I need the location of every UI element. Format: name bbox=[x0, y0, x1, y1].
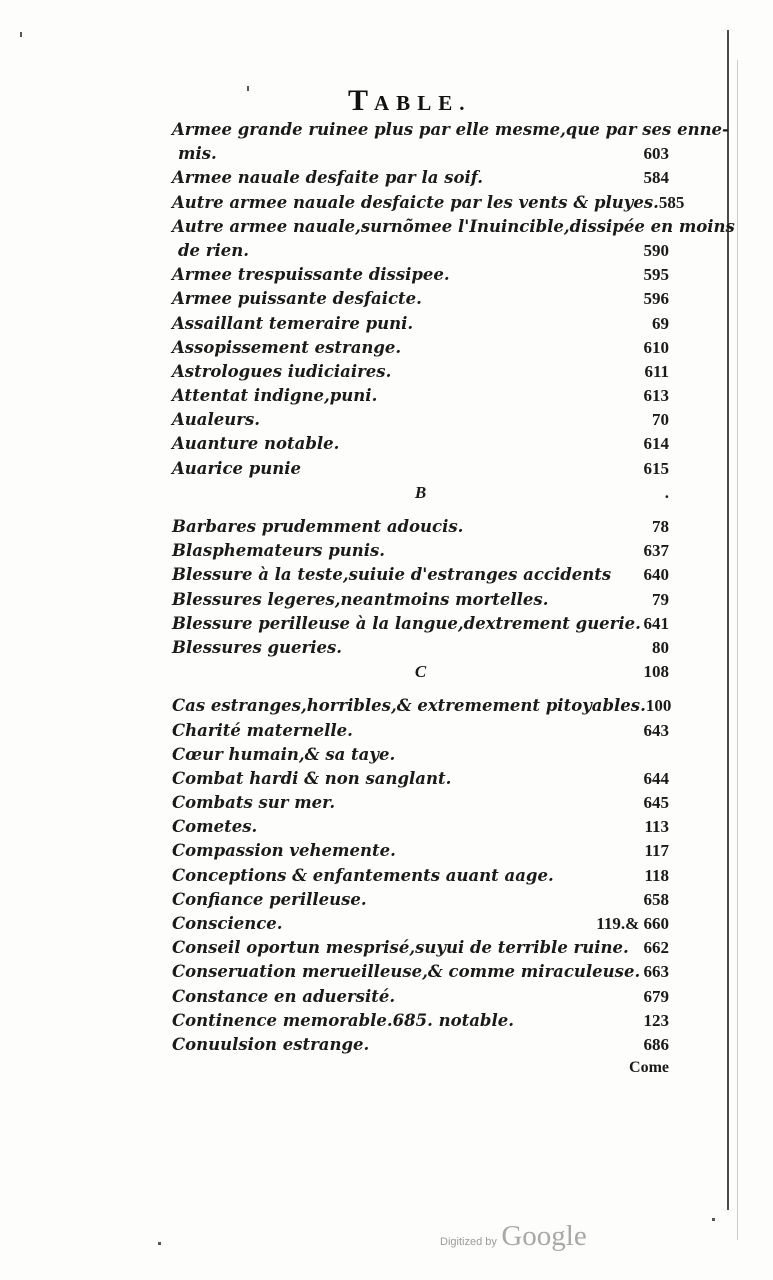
section-letter-c: C 108 bbox=[414, 662, 669, 682]
index-entry: Assopissement estrange. 610 bbox=[172, 337, 669, 357]
index-entry: Conuulsion estrange. 686 bbox=[172, 1034, 669, 1054]
title-initial: T bbox=[348, 84, 375, 117]
index-entry: Aualeurs. 70 bbox=[172, 410, 669, 430]
index-entry: Cœur humain,& sa taye. bbox=[172, 744, 396, 764]
page-title bbox=[348, 84, 471, 118]
catchword: Come bbox=[629, 1059, 669, 1077]
scan-speck bbox=[247, 86, 249, 91]
section-a bbox=[172, 120, 735, 483]
scan-speck bbox=[712, 1218, 715, 1221]
page-edge-line bbox=[727, 30, 729, 1210]
page-edge-shadow bbox=[737, 60, 738, 1240]
index-entry: Cas estranges,horribles,& extremement pitoyables. 100 bbox=[172, 696, 672, 716]
index-column bbox=[172, 120, 735, 1083]
index-entry: Autre armee nauale desfaicte par les vents & pluyes. 585 bbox=[172, 192, 685, 212]
index-entry: Blessure à la teste,suiuie d'estranges accidents 640 bbox=[172, 565, 669, 585]
index-entry: Autre armee nauale,surnõmee l'Inuincible,dissipée en moins bbox=[172, 216, 735, 236]
watermark-brand: Google bbox=[501, 1220, 587, 1252]
index-entry: Assaillant temeraire puni. 69 bbox=[172, 313, 669, 333]
index-entry: Armee puissante desfaicte. 596 bbox=[172, 289, 669, 309]
index-entry: Blessure perilleuse à la langue,dextrement guerie. 641 bbox=[172, 613, 669, 633]
title-rest: ABLE. bbox=[374, 91, 472, 115]
scan-speck bbox=[20, 32, 22, 37]
index-entry: Blasphemateurs punis. 637 bbox=[172, 541, 669, 561]
index-entry: Continence memorable.685. notable. 123 bbox=[172, 1010, 669, 1030]
section-c bbox=[172, 696, 672, 1059]
section-gap bbox=[172, 686, 669, 696]
section-letter-b: B . bbox=[414, 482, 669, 502]
index-entry: Attentat indigne,puni. 613 bbox=[172, 386, 669, 406]
index-entry: Combat hardi & non sanglant. 644 bbox=[172, 768, 669, 788]
index-entry: Conseil oportun mesprisé,suyui de terrible ruine. 662 bbox=[172, 938, 669, 958]
index-entry: mis. 603 bbox=[178, 144, 669, 164]
index-entry: Barbares prudemment adoucis. 78 bbox=[172, 517, 669, 536]
index-entry: Armee trespuissante dissipee. 595 bbox=[172, 265, 669, 285]
index-entry: Armee nauale desfaite par la soif. 584 bbox=[172, 168, 669, 188]
index-entry: Astrologues iudiciaires. 611 bbox=[172, 361, 669, 381]
index-entry: Confiance perilleuse. 658 bbox=[172, 889, 669, 909]
section-gap bbox=[172, 507, 669, 517]
digitized-watermark bbox=[440, 1220, 587, 1253]
index-entry: Conseruation merueilleuse,& comme miraculeuse. 663 bbox=[172, 962, 669, 982]
watermark-prefix: Digitized by bbox=[440, 1236, 497, 1248]
index-entry: Combats sur mer. 645 bbox=[172, 793, 669, 813]
index-entry: Constance en aduersité. 679 bbox=[172, 986, 669, 1006]
index-entry: Blessures legeres,neantmoins mortelles. 79 bbox=[172, 589, 669, 609]
index-entry: Compassion vehemente. 117 bbox=[172, 841, 669, 861]
scan-speck bbox=[158, 1242, 161, 1245]
index-entry: Armee grande ruinee plus par elle mesme,que par ses enne- bbox=[172, 120, 729, 139]
index-entry: Conscience. 119.& 660 bbox=[172, 914, 669, 933]
index-entry: Auarice punie 615 bbox=[172, 458, 669, 478]
index-entry: Auanture notable. 614 bbox=[172, 434, 669, 454]
index-entry: Conceptions & enfantements auant aage. 118 bbox=[172, 865, 669, 885]
section-b bbox=[172, 517, 669, 662]
index-entry: de rien. 590 bbox=[178, 240, 669, 260]
index-entry: Cometes. 113 bbox=[172, 817, 669, 837]
index-entry: Charité maternelle. 643 bbox=[172, 720, 669, 740]
index-entry: Blessures gueries. 80 bbox=[172, 637, 669, 657]
